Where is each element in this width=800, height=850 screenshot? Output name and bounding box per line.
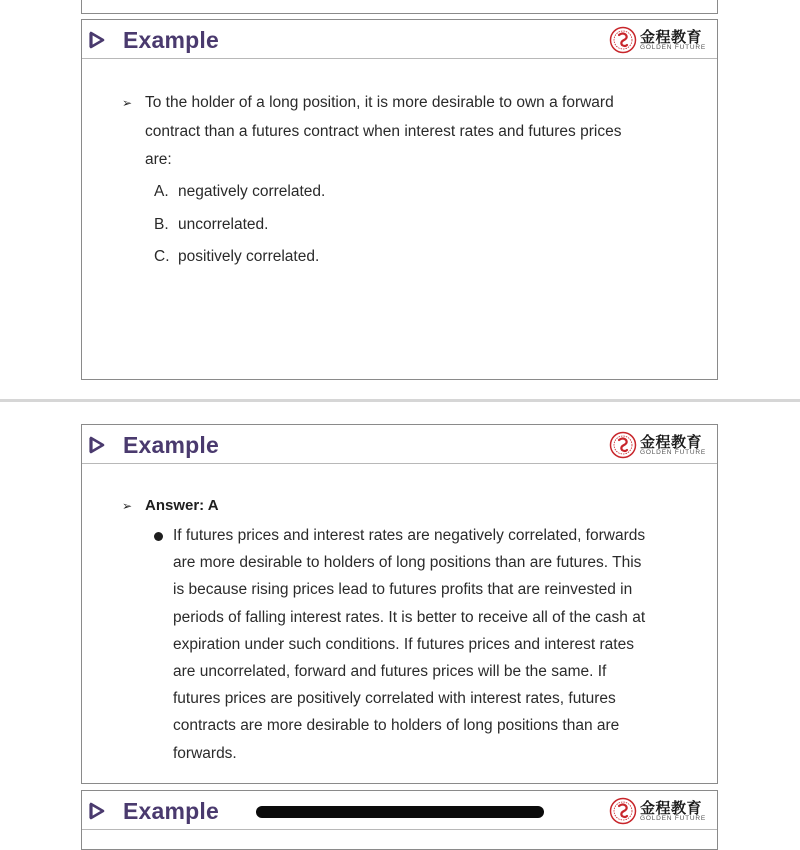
bullet-dot-icon bbox=[154, 532, 163, 541]
logo-english-name: GOLDEN FUTURE bbox=[640, 44, 707, 51]
slide-title: Example bbox=[123, 432, 220, 458]
slide-title: Example bbox=[123, 27, 220, 53]
question-text: To the holder of a long position, it is more desirable to own a forward contract than a futures contract when interest rates and futures prices are: bbox=[145, 94, 622, 168]
seal-icon bbox=[609, 26, 637, 54]
brand-mark-icon bbox=[88, 802, 106, 820]
option-c bbox=[154, 248, 319, 266]
option-letter: C. bbox=[154, 248, 170, 265]
option-text: uncorrelated. bbox=[178, 216, 269, 233]
slide-header bbox=[82, 20, 717, 59]
previous-slide-fragment bbox=[81, 0, 718, 14]
logo-chinese-name: 金程教育 bbox=[640, 799, 703, 817]
answer-label: Answer: A bbox=[145, 497, 219, 514]
home-indicator-bar[interactable] bbox=[256, 806, 544, 818]
next-slide-fragment bbox=[81, 790, 718, 850]
slide-title: Example bbox=[123, 798, 220, 824]
slide-header bbox=[82, 425, 717, 464]
arrow-bullet-icon: ➢ bbox=[122, 96, 133, 110]
seal-icon bbox=[609, 797, 637, 825]
option-b bbox=[154, 216, 268, 234]
slide-divider bbox=[0, 399, 800, 402]
answer-slide bbox=[81, 424, 718, 784]
brand-mark-icon bbox=[88, 31, 106, 49]
option-letter: A. bbox=[154, 183, 169, 200]
golden-future-logo bbox=[609, 26, 709, 54]
golden-future-logo bbox=[609, 797, 709, 825]
seal-icon bbox=[609, 431, 637, 459]
logo-chinese-name: 金程教育 bbox=[640, 433, 703, 451]
logo-chinese-name: 金程教育 bbox=[640, 28, 703, 46]
option-letter: B. bbox=[154, 216, 169, 233]
question-slide bbox=[81, 19, 718, 380]
option-a bbox=[154, 183, 325, 201]
brand-mark-icon bbox=[88, 436, 106, 454]
arrow-bullet-icon: ➢ bbox=[122, 499, 133, 513]
option-text: negatively correlated. bbox=[178, 183, 326, 200]
logo-english-name: GOLDEN FUTURE bbox=[640, 815, 707, 822]
logo-english-name: GOLDEN FUTURE bbox=[640, 449, 707, 456]
explanation-text: If futures prices and interest rates are negatively correlated, forwards are more desirable to holders of long positions than are futures. This is because rising prices lead to futures profits that are reinvested in periods of falling interest rates. It is better to receive all of the cash at expiration under such conditions. If futures prices and interest rates are uncorrelated, forward and futures prices will be the same. If futures prices are positively correlated with interest rates, futures contracts are more desirable to holders of long positions than are forwards. bbox=[173, 527, 646, 762]
option-text: positively correlated. bbox=[178, 248, 320, 265]
golden-future-logo bbox=[609, 431, 709, 459]
